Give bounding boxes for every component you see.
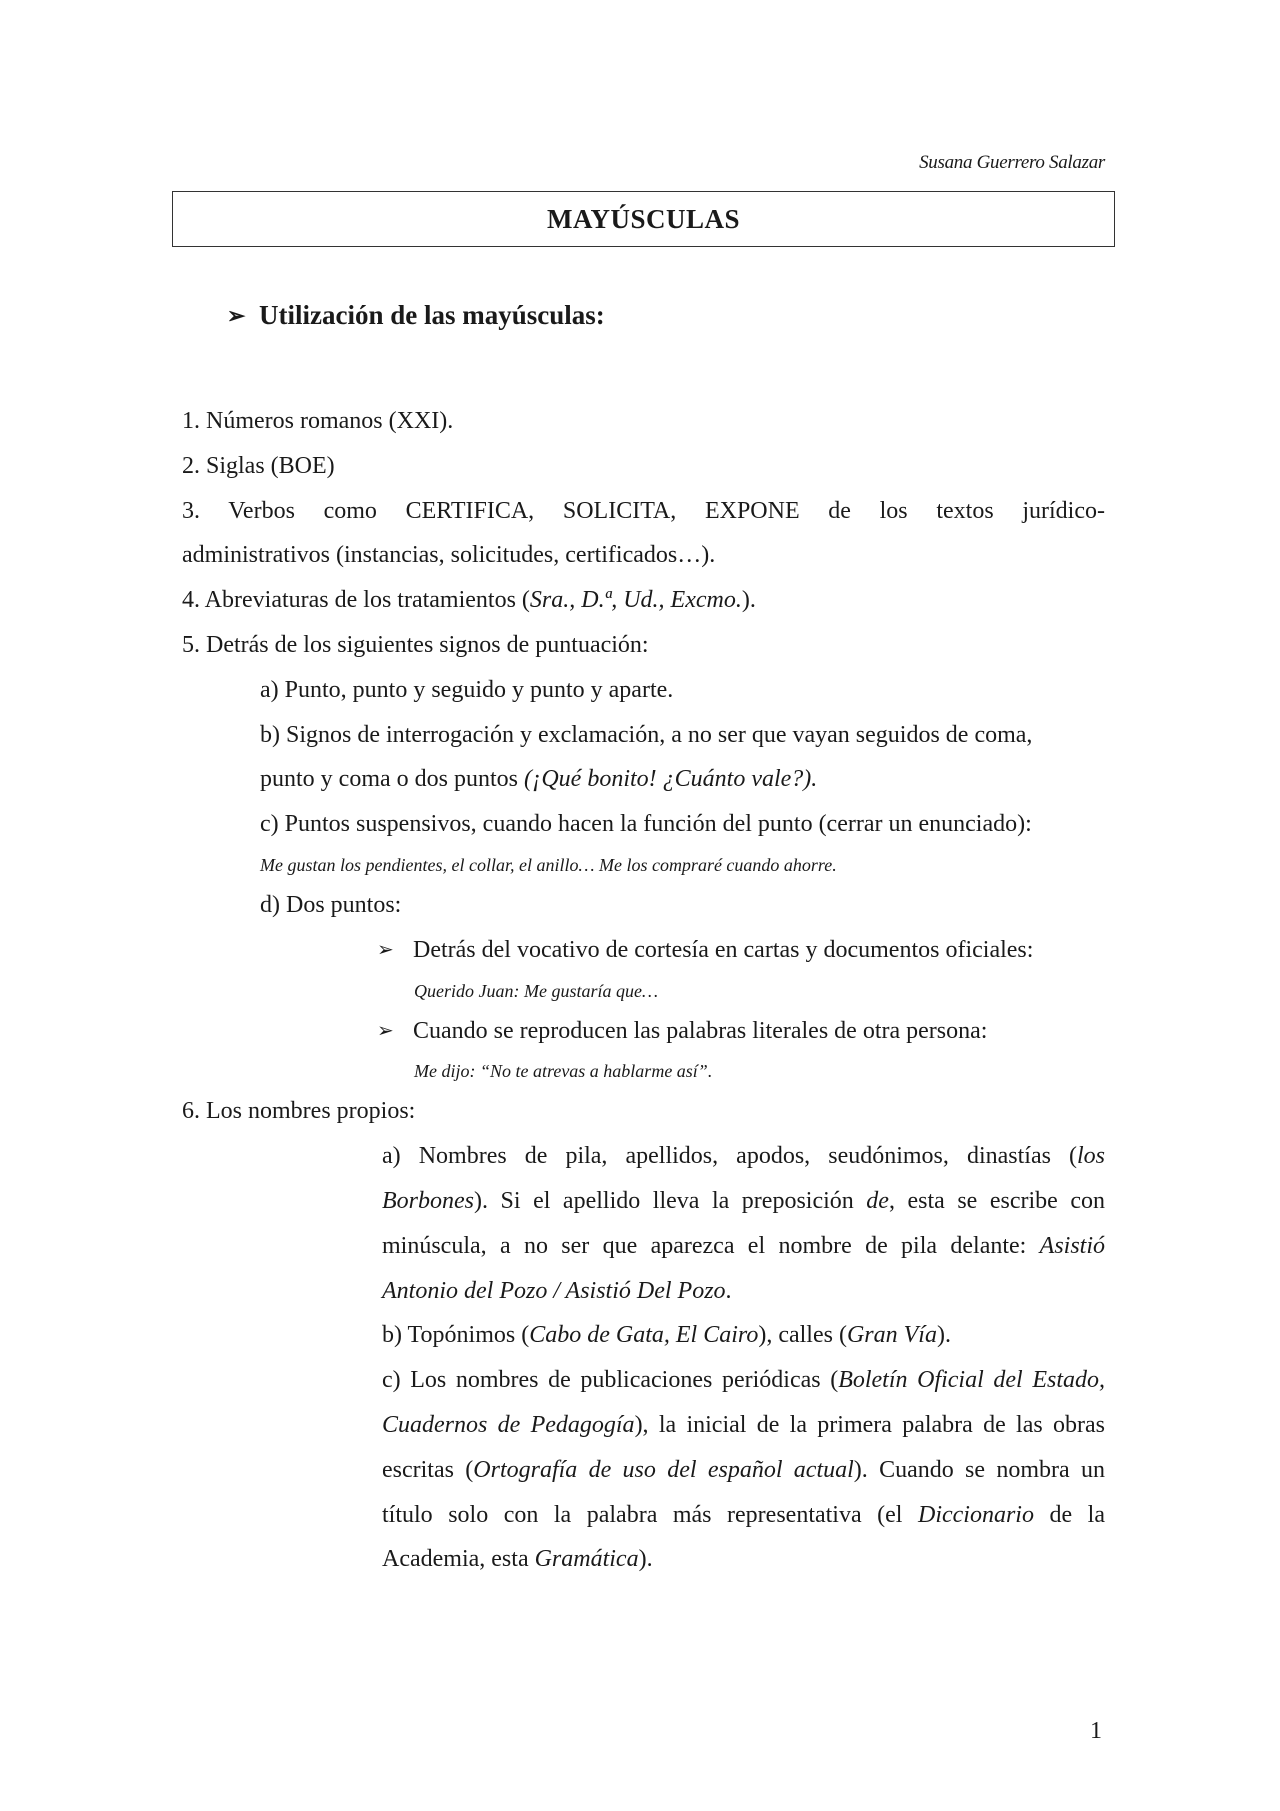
sub-bullet-5d-2-text: Cuando se reproducen las palabras literales de otra persona: [413, 1017, 988, 1044]
item6a-italic1: los Borbones [382, 1143, 1105, 1214]
list-item-4 [182, 578, 1105, 623]
list-item-5a: a) Punto, punto y seguido y punto y aparte. [260, 676, 674, 703]
title-box [172, 191, 1115, 247]
arrow-bullet-icon: ➢ [227, 302, 246, 328]
item6a-text2: Si el apellido lleva la preposición [488, 1187, 867, 1214]
item5b-italic: (¡Qué bonito! ¿Cuánto vale?). [524, 766, 818, 793]
list-item-5d: d) Dos puntos: [260, 891, 402, 918]
sub-bullet-5d-1-text: Detrás del vocativo de cortesía en cartas y documentos oficiales: [413, 936, 1034, 963]
list-item-5b-line2 [182, 757, 1105, 802]
item6a-italic3: Asistió Antonio del Pozo / Asistió Del Pozo [382, 1232, 1105, 1304]
item4-text: 4. Abreviaturas de los tratamientos ( [182, 587, 530, 614]
body-text [182, 399, 1105, 1582]
item6a-italic2: de [866, 1187, 889, 1214]
item6a-text4: . [725, 1277, 732, 1304]
example-5c: Me gustan los pendientes, el collar, el anillo… Me los compraré cuando ahorre. [260, 854, 837, 875]
list-item-5b-line1: b) Signos de interrogación y exclamación, a no ser que vayan seguidos de coma, [260, 721, 1033, 748]
item6b-italic1: Cabo de Gata, El Cairo [529, 1322, 759, 1349]
list-item-6b [182, 1313, 1105, 1358]
item6c-text3: ). Cuando se nombra un título solo con la palabra más representativa (el [382, 1456, 1105, 1528]
item4-close: ). [741, 587, 756, 614]
list-item-6c [182, 1358, 1105, 1582]
item4-italic: Sra., D.ª, Ud., Excmo. [529, 587, 742, 614]
item6b-text3: ). [936, 1322, 951, 1349]
item6a-text1b: ). [474, 1187, 488, 1214]
arrow-bullet-icon: ➢ [377, 1019, 394, 1042]
arrow-bullet-icon: ➢ [377, 938, 394, 961]
item6c-text4: de la Academia, esta [382, 1501, 1105, 1573]
item6c-text2: ), la inicial de la primera palabra de las obras escritas ( [382, 1411, 1105, 1483]
list-item-6: 6. Los nombres propios: [182, 1098, 416, 1125]
item6c-italic2: Ortografía de uso del español actual [473, 1456, 854, 1483]
author-header: Susana Guerrero Salazar [919, 152, 1105, 173]
item6a-text1: a) Nombres de pila, apellidos, apodos, seudónimos, dinastías ( [382, 1143, 1077, 1170]
example-5d-1: Querido Juan: Me gustaría que… [414, 980, 658, 1001]
list-item-2: 2. Siglas (BOE) [182, 452, 335, 479]
item6c-italic3: Diccionario [917, 1501, 1034, 1528]
list-item-5: 5. Detrás de los siguientes signos de puntuación: [182, 631, 649, 658]
sub-bullet-5d-1 [182, 928, 1105, 973]
item6b-italic2: Gran Vía [846, 1322, 937, 1349]
list-item-1: 1. Números romanos (XXI). [182, 408, 454, 434]
list-item-6a [182, 1134, 1105, 1313]
page-number: 1 [1090, 1718, 1102, 1744]
list-item-3-line1: 3. Verbos como CERTIFICA, SOLICITA, EXPONE de los textos jurídico- [182, 497, 1105, 524]
list-item-5c: c) Puntos suspensivos, cuando hacen la función del punto (cerrar un enunciado): [260, 811, 1032, 838]
item6c-italic1: Boletín Oficial del Estado, Cuadernos de Pedagogía [382, 1367, 1105, 1438]
item6c-text1: c) Los nombres de publicaciones periódicas ( [382, 1367, 839, 1394]
section-heading-text: Utilización de las mayúsculas: [259, 300, 605, 330]
page-title: MAYÚSCULAS [546, 203, 741, 234]
item6b-text1: b) Topónimos ( [382, 1322, 530, 1349]
sub-bullet-5d-2 [182, 1009, 1105, 1054]
item6a-text3: , esta se escribe con minúscula, a no ser que aparezca el nombre de pila delante: [382, 1187, 1105, 1259]
item5b-text: punto y coma o dos puntos [260, 766, 524, 793]
example-5d-2: Me dijo: “No te atrevas a hablarme así”. [414, 1061, 713, 1082]
item6b-text2: ), calles ( [758, 1322, 847, 1349]
item6c-text5: ). [638, 1546, 653, 1573]
list-item-3-line2: administrativos (instancias, solicitudes, certificados…). [182, 542, 716, 569]
section-heading [227, 300, 605, 331]
item6c-italic4: Gramática [534, 1546, 639, 1573]
